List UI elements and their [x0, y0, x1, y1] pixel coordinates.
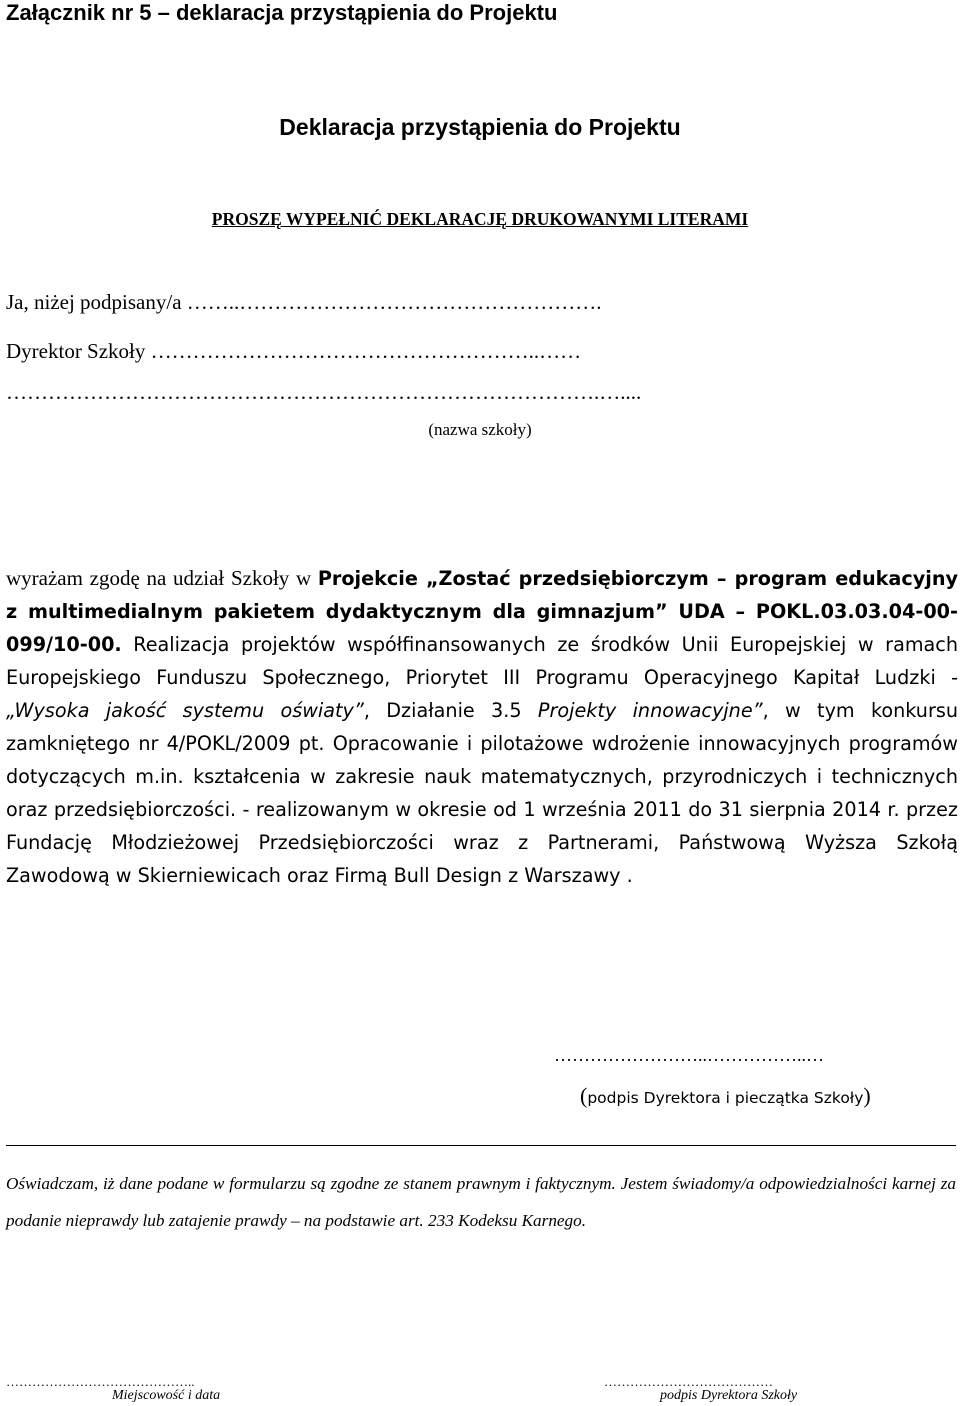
director-signature-caption — [580, 1083, 871, 1109]
statement-text: Oświadczam, iż dane podane w formularzu są zgodne ze stanem prawnym i faktycznym. Jestem świadomy/a odpowiedzialności karnej za podanie nieprawdy lub zatajenie prawdy – na podstawie art. 233 Kodeksu Karnego. — [6, 1174, 956, 1230]
declaration-text-3: , w tym konkursu zamkniętego nr 4/POKL/2009 pt. Opracowanie i pilotażowe wdrożenie innowacyjnych programów dotyczących m.in. kształcenia w zakresie nauk matematycznych, przyrodniczych i technicznych oraz przedsiębiorczości. - realizowanym w okresie od 1 września 2011 do 31 sierpnia 2014 r. przez Fundację Młodzieżowej Przedsiębiorczości wraz z Partnerami, Państwową Wyższa Szkołą Zawodową w Skierniewicach oraz Firmą Bull Design z Warszawy . — [6, 699, 959, 887]
declaration-paragraph — [6, 562, 958, 892]
attachment-header: Załącznik nr 5 – deklaracja przystąpienia do Projektu — [6, 0, 558, 25]
caption-close-paren: ) — [863, 1083, 871, 1108]
name-field[interactable]: Ja, niżej podpisany/a ……..……………………………………………. — [6, 290, 602, 314]
fill-instruction: PROSZĘ WYPEŁNIĆ DEKLARACJĘ DRUKOWANYMI LITERAMI — [211, 209, 749, 229]
project-name: Projekcie „Zostać przedsiębiorczym – program edukacyjny z multimedialnym pakietem dydaktycznym dla gimnazjum” UDA – POKL.03.03.04-00-099/10-00. — [6, 567, 958, 656]
declaration-intro: wyrażam zgodę na udział Szkoły w — [6, 566, 318, 590]
place-date-label: Miejscowość i data — [112, 1388, 221, 1403]
priority-name: „Wysoka jakość systemu oświaty” — [6, 699, 364, 722]
caption-text: podpis Dyrektora i pieczątka Szkoły — [587, 1089, 864, 1107]
director-field[interactable]: Dyrektor Szkoły ………………………………………………..…… — [6, 339, 582, 363]
school-name-caption: (nazwa szkoły) — [428, 420, 532, 439]
school-name-field[interactable]: ………………………………………………………………………….….... — [6, 380, 642, 404]
declaration-text-1: Realizacja projektów współfinansowanych ze środków Unii Europejskiej w ramach Europejskiego Funduszu Społecznego, Priorytet III Programu Operacyjnego Kapitał Ludzki - — [6, 633, 958, 689]
declaration-text-2: , Działanie 3.5 — [363, 699, 538, 722]
director-signature-line[interactable]: ……………………..……………..… — [554, 1045, 824, 1065]
document-title: Deklaracja przystąpienia do Projektu — [279, 114, 681, 140]
caption-open-paren: ( — [580, 1083, 588, 1108]
place-date-line[interactable]: …………………………………….. — [6, 1374, 195, 1389]
legal-statement — [6, 1165, 956, 1239]
section-divider — [6, 1145, 956, 1146]
measure-name: Projekty innowacyjne” — [537, 699, 763, 722]
director-signature-label: podpis Dyrektora Szkoły — [660, 1388, 798, 1403]
director-signature-line-2[interactable]: ………………………………… — [604, 1374, 773, 1389]
